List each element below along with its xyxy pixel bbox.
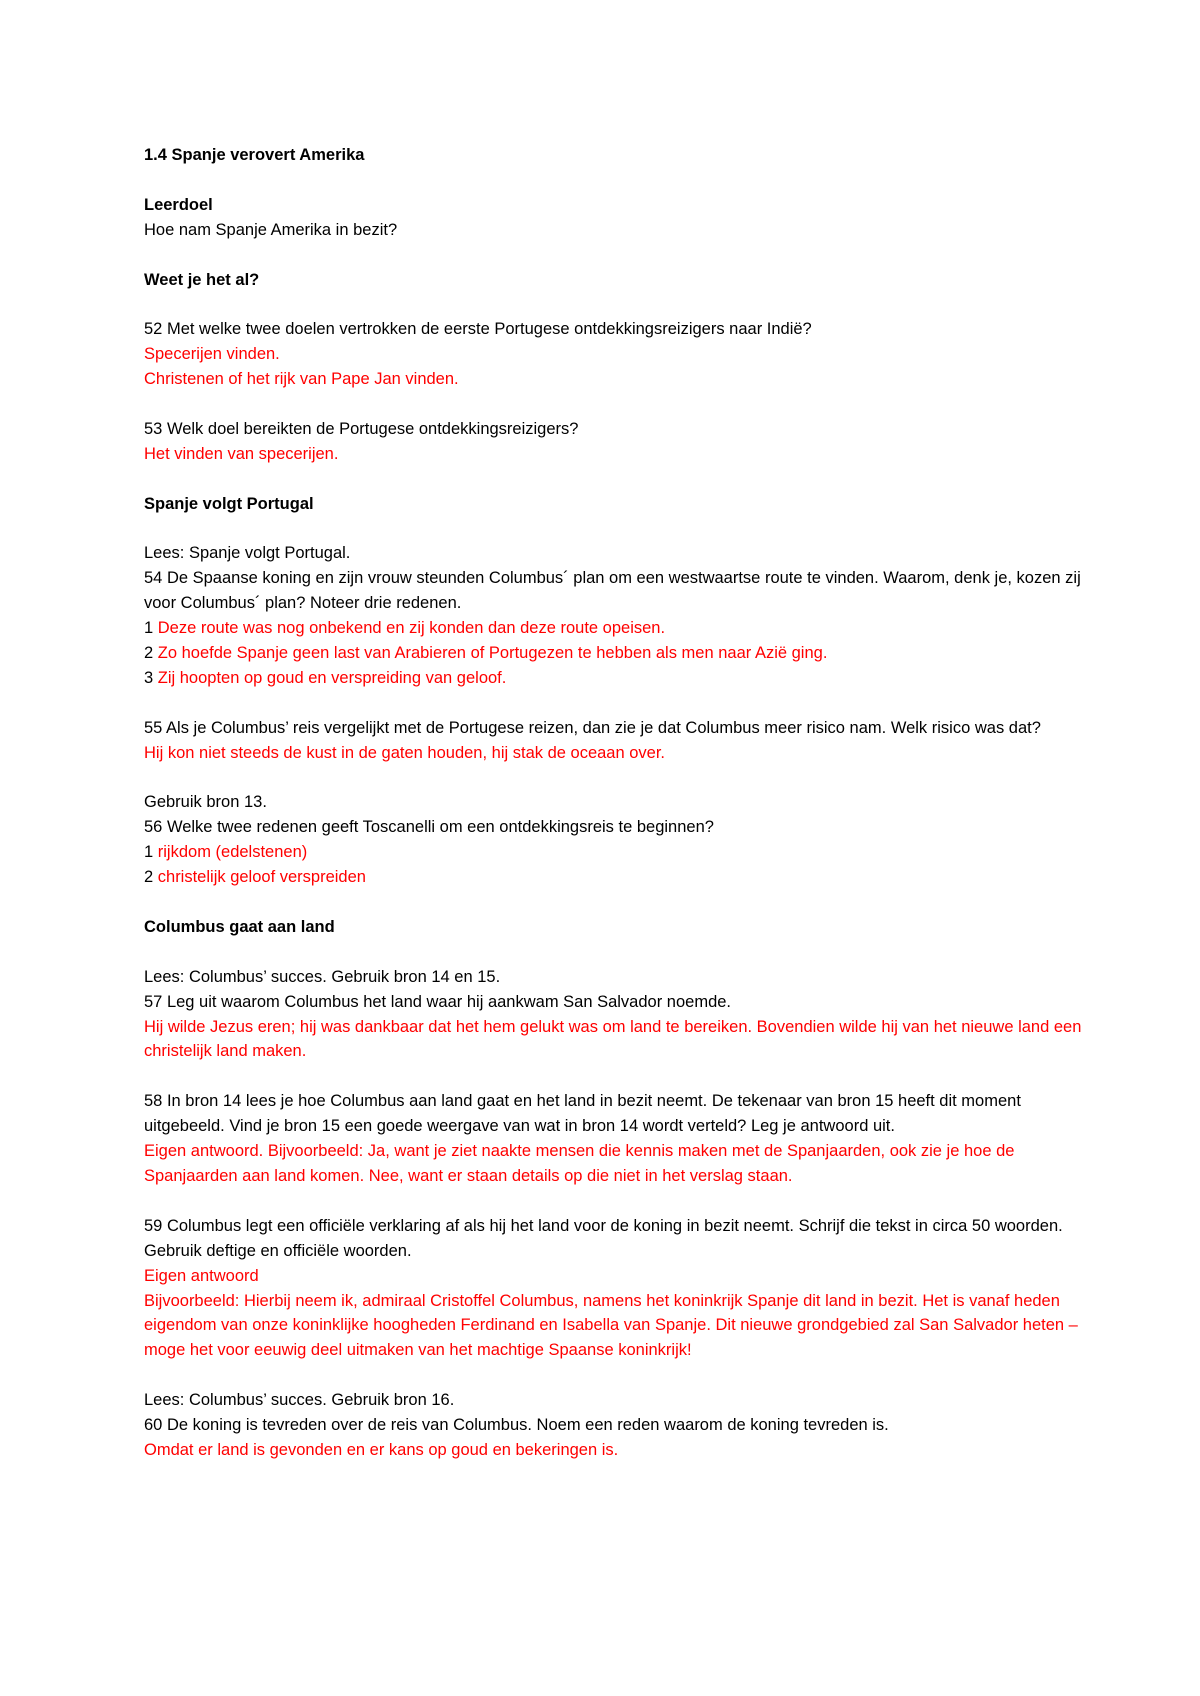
question-59: [144, 1214, 1090, 1264]
answer-53: Het vinden van specerijen.: [144, 444, 339, 463]
answer-52-2: Christenen of het rijk van Pape Jan vinden.: [144, 370, 459, 389]
question-53: [144, 417, 1090, 442]
spacer: [144, 1363, 1090, 1388]
question-text: Leg uit waarom Columbus het land waar hij aankwam San Salvador noemde.: [162, 992, 732, 1011]
question-56: [144, 815, 1090, 840]
answer-54-3: [144, 666, 1090, 691]
question-57: [144, 990, 1090, 1015]
leerdoel-text: Hoe nam Spanje Amerika in bezit?: [144, 220, 398, 239]
answer-54-1: [144, 616, 1090, 641]
question-text: Als je Columbus’ reis vergelijkt met de Portugese reizen, dan zie je dat Columbus meer risico nam. Welk risico was dat?: [162, 718, 1041, 737]
answer-54-2: [144, 641, 1090, 666]
answer-text: christelijk geloof verspreiden: [157, 868, 366, 887]
question-text: Met welke twee doelen vertrokken de eerste Portugese ontdekkingsreizigers naar Indië?: [162, 320, 812, 339]
instruction-56: Gebruik bron 13.: [144, 793, 267, 812]
answer-text: Deze route was nog onbekend en zij konden dan deze route opeisen.: [157, 619, 666, 638]
spacer: [144, 392, 1090, 417]
answer-56-2: [144, 865, 1090, 890]
spacer: [144, 517, 1090, 542]
answer-number: 3: [144, 668, 158, 687]
instruction-60: Lees: Columbus’ succes. Gebruik bron 16.: [144, 1391, 455, 1410]
question-text: De koning is tevreden over de reis van Columbus. Noem een reden waarom de koning tevreden is.: [162, 1416, 889, 1435]
answer-52-1: Specerijen vinden.: [144, 345, 280, 364]
question-52: [144, 317, 1090, 342]
leerdoel-label: Leerdoel: [144, 195, 213, 214]
answer-number: 1: [144, 843, 158, 862]
spacer: [144, 168, 1090, 193]
question-58: [144, 1089, 1090, 1139]
question-number: 58: [144, 1092, 163, 1111]
answer-60: Omdat er land is gevonden en er kans op goud en bekeringen is.: [144, 1440, 619, 1459]
question-number: 52: [144, 320, 163, 339]
question-60: [144, 1413, 1090, 1438]
answer-55: Hij kon niet steeds de kust in de gaten houden, hij stak de oceaan over.: [144, 743, 666, 762]
question-number: 56: [144, 818, 163, 837]
question-text: Welk doel bereikten de Portugese ontdekkingsreizigers?: [162, 419, 579, 438]
question-text: De Spaanse koning en zijn vrouw steunden Columbus´ plan om een westwaartse route te vinden. Waarom, denk je, kozen zij voor Columbus´ plan? Noteer drie redenen.: [144, 569, 1086, 613]
question-55: [144, 716, 1090, 741]
question-number: 55: [144, 718, 163, 737]
answer-text: Zo hoefde Spanje geen last van Arabieren of Portugezen te hebben als men naar Azië ging.: [157, 644, 828, 663]
spacer: [144, 766, 1090, 791]
spacer: [144, 292, 1090, 317]
question-number: 59: [144, 1216, 163, 1235]
answer-number: 1: [144, 619, 158, 638]
section-heading-columbus: Columbus gaat aan land: [144, 917, 335, 936]
question-number: 54: [144, 569, 163, 588]
instruction-57: Lees: Columbus’ succes. Gebruik bron 14 en 15.: [144, 967, 501, 986]
answer-text: rijkdom (edelstenen): [157, 843, 308, 862]
question-text: In bron 14 lees je hoe Columbus aan land gaat en het land in bezit neemt. De tekenaar van bron 15 heeft dit moment uitgebeeld. Vind je bron 15 een goede weergave van wat in bron 14 wordt verteld? Leg je antwoord uit.: [144, 1092, 1026, 1136]
question-text: Welke twee redenen geeft Toscanelli om een ontdekkingsreis te beginnen?: [162, 818, 714, 837]
answer-56-1: [144, 840, 1090, 865]
spacer: [144, 1064, 1090, 1089]
answer-text: Zij hoopten op goud en verspreiding van geloof.: [157, 668, 507, 687]
answer-number: 2: [144, 644, 158, 663]
instruction-54: Lees: Spanje volgt Portugal.: [144, 544, 351, 563]
spacer: [144, 243, 1090, 268]
spacer: [144, 1189, 1090, 1214]
answer-number: 2: [144, 868, 158, 887]
spacer: [144, 691, 1090, 716]
question-number: 53: [144, 419, 163, 438]
question-number: 60: [144, 1416, 163, 1435]
section-heading-weet: Weet je het al?: [144, 270, 260, 289]
question-54: [144, 566, 1090, 616]
question-number: 57: [144, 992, 163, 1011]
section-heading-spanje: Spanje volgt Portugal: [144, 494, 314, 513]
document-title: 1.4 Spanje verovert Amerika: [144, 146, 365, 164]
spacer: [144, 890, 1090, 915]
answer-57: Hij wilde Jezus eren; hij was dankbaar dat het hem gelukt was om land te bereiken. Bovendien wilde hij van het nieuwe land een christelijk land maken.: [144, 1017, 1086, 1061]
question-text: Columbus legt een officiële verklaring af als hij het land voor de koning in bezit neemt. Schrijf die tekst in circa 50 woorden. Gebruik deftige en officiële woorden.: [144, 1216, 1068, 1260]
answer-59: Bijvoorbeeld: Hierbij neem ik, admiraal Cristoffel Columbus, namens het koninkrijk Spanje dit land in bezit. Het is vanaf heden eigendom van onze koninklijke hoogheden Ferdinand en Isabella van Spanje. Dit nieuwe grondgebied zal San Salvador heten – moge het voor eeuwig deel uitmaken van het machtige Spaanse koninkrijk!: [144, 1291, 1083, 1360]
spacer: [144, 940, 1090, 965]
answer-59-label: Eigen antwoord: [144, 1266, 259, 1285]
spacer: [144, 467, 1090, 492]
answer-58: Eigen antwoord. Bijvoorbeeld: Ja, want je ziet naakte mensen die kennis maken met de Spanjaarden, ook zie je hoe de Spanjaarden aan land komen. Nee, want er staan details op die niet in het verslag staan.: [144, 1142, 1020, 1185]
